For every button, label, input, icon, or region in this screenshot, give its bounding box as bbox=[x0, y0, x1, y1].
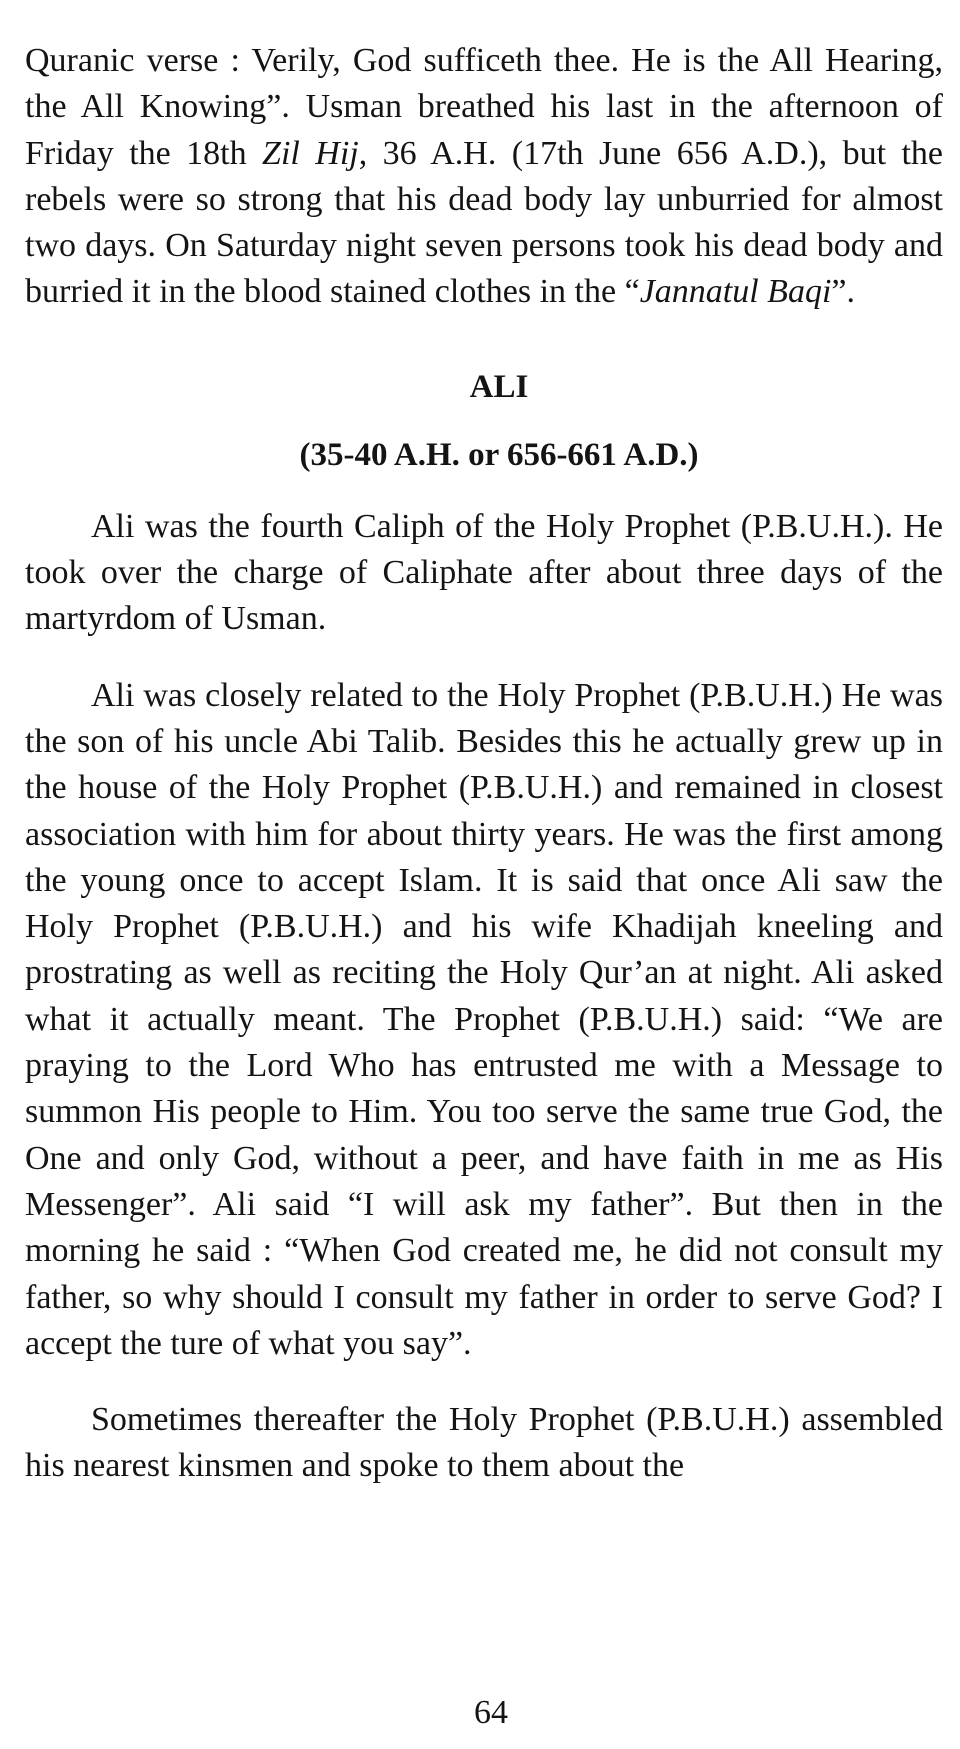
paragraph-usman-burial bbox=[25, 38, 943, 316]
section-title: ALI bbox=[469, 368, 529, 405]
paragraph-1-text-b: , 36 A.H. (17th June 656 A.D.), but the rebels were so strong that his dead body lay unburried for almost two days. On Saturday night seven persons took his dead body and burried it in the blood stained clothes in the “ bbox=[25, 134, 944, 311]
paragraph-kinsmen: Sometimes thereafter the Holy Prophet (P.B.U.H.) assembled his nearest kinsmen and spoke to them about the bbox=[25, 1401, 943, 1485]
paragraph-1-text-c: ”. bbox=[831, 273, 855, 311]
paragraph-fourth-caliph: Ali was the fourth Caliph of the Holy Prophet (P.B.U.H.). He took over the charge of Caliphate after about three days of the martyrdom of Usman. bbox=[25, 507, 943, 638]
page-number: 64 bbox=[474, 1694, 508, 1731]
term-zil-hij: Zil Hij bbox=[262, 134, 359, 172]
paragraph-relation-to-prophet: Ali was closely related to the Holy Prophet (P.B.U.H.) He was the son of his uncle Abi Talib. Besides this he actually grew up in the house of the Holy Prophet (P.B.U.H.) and remained in closest association with him for about thirty years. He was the first among the young once to accept Islam. It is said that once Ali saw the Holy Prophet (P.B.U.H.) and his wife Khadijah kneeling and prostrating as well as reciting the Holy Qur’an at night. Ali asked what it actually meant. The Prophet (P.B.U.H.) said: “We are praying to the Lord Who has entrusted me with a Message to summon His people to Him. You too serve the same true God, the One and only God, without a peer, and have faith in me as His Messenger”. Ali said “I will ask my father”. But then in the morning he said : “When God created me, he did not consult my father, so why should I consult my father in order to serve God? I accept the ture of what you say”. bbox=[25, 676, 943, 1362]
paragraph-1-text-a: Quranic verse : Verily, God sufficeth thee. He is the All Hearing, the All Knowing”. Usman breathed his last in the afternoon of Friday the 18th bbox=[25, 42, 943, 172]
term-jannatul-baqi: Jannatul Baqi bbox=[639, 273, 832, 311]
page-body bbox=[25, 38, 943, 1490]
section-subtitle: (35-40 A.H. or 656-661 A.D.) bbox=[299, 436, 699, 473]
